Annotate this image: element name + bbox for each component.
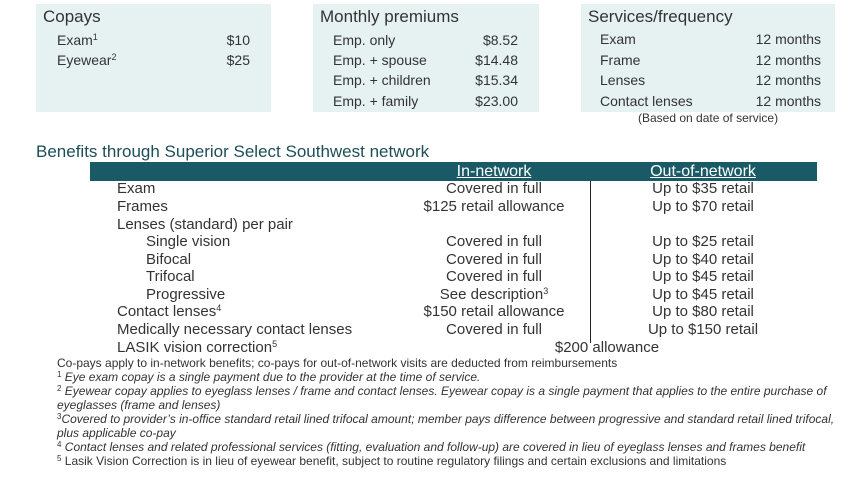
service-value: 12 months xyxy=(755,72,821,88)
footnote-5 xyxy=(57,454,857,468)
premiums-panel xyxy=(313,4,539,112)
table-row xyxy=(0,216,864,234)
service-label: Frame xyxy=(600,52,641,68)
table-row xyxy=(0,251,864,269)
service-value: 12 months xyxy=(755,93,821,109)
in-network-value: $150 retail allowance xyxy=(423,303,565,320)
table-row-lasik xyxy=(0,339,864,357)
row-label: Single vision xyxy=(146,233,231,250)
table-row xyxy=(0,321,864,339)
services-note: (Based on date of service) xyxy=(638,111,779,125)
footnote-marker: 1 xyxy=(92,32,98,42)
out-of-network-value: Up to $70 retail xyxy=(652,198,754,215)
out-of-network-value: Up to $45 retail xyxy=(652,286,754,303)
out-of-network-value: Up to $80 retail xyxy=(652,303,754,320)
footnote-text: Contact lenses and related professional services (fitting, evaluation and follow-up) are covered in lieu of eyeglass lenses and frames benefit xyxy=(64,440,806,454)
footnote-number: 5 xyxy=(57,454,62,463)
service-value: 12 months xyxy=(755,52,821,68)
row-label: LASIK vision correction xyxy=(117,339,273,356)
in-network-value: See description xyxy=(439,286,544,303)
premium-value: $8.52 xyxy=(482,32,518,48)
row-label: Contact lenses xyxy=(117,303,217,320)
table-row xyxy=(0,180,864,198)
service-label: Exam xyxy=(600,31,636,47)
premium-label: Emp. + family xyxy=(333,93,419,109)
premium-label: Emp. + spouse xyxy=(333,52,427,68)
footnote-4 xyxy=(57,440,857,454)
row-label: Progressive xyxy=(146,286,226,303)
copay-label: Eyewear xyxy=(57,52,112,68)
footnote-number: 3 xyxy=(57,412,62,421)
premium-label: Emp. only xyxy=(333,32,396,48)
service-value: 12 months xyxy=(755,31,821,47)
premium-label: Emp. + children xyxy=(333,72,431,88)
in-network-value: $125 retail allowance xyxy=(423,198,565,215)
row-label: Frames xyxy=(117,198,168,215)
footnote-1 xyxy=(57,370,857,384)
footnote-text: Covered to provider’s in-office standard retail lined trifocal amount; member pays difference between progressive and standard retail lined trifocal, plus applicable co-pay xyxy=(57,412,835,440)
premiums-title: Monthly premiums xyxy=(320,7,459,26)
row-label: Medically necessary contact lenses xyxy=(117,321,353,338)
benefits-title: Benefits through Superior Select Southwest network xyxy=(36,142,430,161)
service-label: Lenses xyxy=(600,72,646,88)
in-network-value: Covered in full xyxy=(446,268,542,285)
header-out-of-network: Out-of-network xyxy=(650,163,756,180)
footnote-2 xyxy=(57,384,857,412)
footnote-marker: 5 xyxy=(272,339,278,349)
table-row xyxy=(0,268,864,286)
row-label: Trifocal xyxy=(146,268,195,285)
table-row xyxy=(0,303,864,321)
table-row xyxy=(0,198,864,216)
in-network-value: Covered in full xyxy=(446,233,542,250)
header-in-network: In-network xyxy=(456,163,532,180)
out-of-network-value: Up to $25 retail xyxy=(652,233,754,250)
footnote-number: 1 xyxy=(57,370,62,379)
footnote-number: 4 xyxy=(57,440,62,449)
footnote-marker: 4 xyxy=(216,303,222,313)
premium-value: $14.48 xyxy=(475,52,518,68)
out-of-network-value: Up to $35 retail xyxy=(652,180,754,197)
service-label: Contact lenses xyxy=(600,93,693,109)
lasik-allowance-value: $200 allowance xyxy=(554,339,660,356)
row-label: Lenses (standard) per pair xyxy=(117,216,293,233)
copay-value: $10 xyxy=(226,32,250,48)
out-of-network-value: Up to $45 retail xyxy=(652,268,754,285)
services-panel xyxy=(581,4,835,112)
in-network-value: Covered in full xyxy=(446,321,542,338)
table-row xyxy=(0,233,864,251)
row-label: Bifocal xyxy=(146,251,192,268)
footnote-marker: 2 xyxy=(111,52,117,62)
copay-note: Co-pays apply to in-network benefits; co-pays for out-of-network visits are deducted from reimbursements xyxy=(57,356,618,370)
table-header xyxy=(90,162,817,181)
copay-label: Exam xyxy=(57,32,93,48)
footnote-3 xyxy=(57,412,857,440)
row-label: Exam xyxy=(117,180,156,197)
footnote-text: Eyewear copay applies to eyeglass lenses / frame and contact lenses. Eyewear copay is a single payment that applies to the entire purchase of eyeglasses (frame and lenses) xyxy=(57,384,827,412)
footnote-number: 2 xyxy=(57,384,62,393)
services-title: Services/frequency xyxy=(588,7,733,26)
footnote-text: Lasik Vision Correction is in lieu of eyewear benefit, subject to routine regulatory filings and certain exclusions and limitations xyxy=(64,454,727,468)
premium-value: $15.34 xyxy=(475,72,518,88)
copays-panel xyxy=(36,4,271,112)
in-network-value: Covered in full xyxy=(446,180,542,197)
footnote-marker: 3 xyxy=(543,286,549,296)
footnote-text: Eye exam copay is a single payment due to the provider at the time of service. xyxy=(64,370,481,384)
premium-value: $23.00 xyxy=(475,93,518,109)
out-of-network-value: Up to $150 retail xyxy=(647,321,759,338)
table-row xyxy=(0,286,864,304)
out-of-network-value: Up to $40 retail xyxy=(652,251,754,268)
copay-value: $25 xyxy=(226,52,250,68)
copays-title: Copays xyxy=(43,7,101,26)
in-network-value: Covered in full xyxy=(446,251,542,268)
